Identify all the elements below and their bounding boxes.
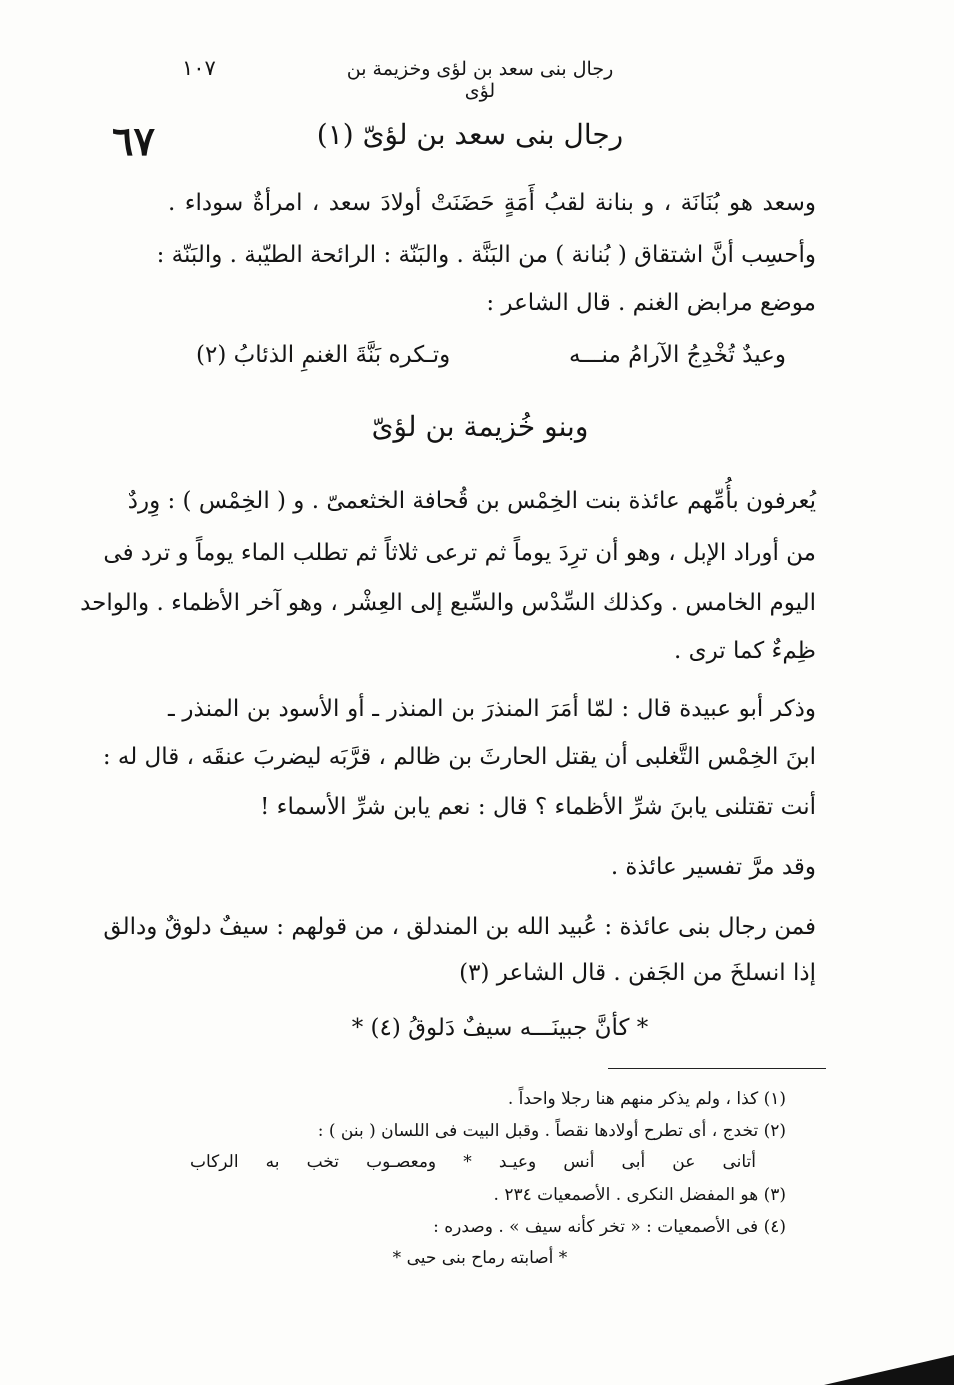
paragraph-line: وذكر أبو عبيدة قال : لمّا أمَرَ المنذرَ بن المنذر ـ أو الأسود بن المنذر ـ xyxy=(168,696,816,722)
paragraph-line: يُعرفون بأُمِّهم عائذة بنت الخِمْس بن قُحافة الخثعمىّ . و ( الخِمْس ) : وِردٌ xyxy=(127,488,816,514)
paragraph-line: وأحسِب أنَّ اشتقاق ( بُنانة ) من البَنَّة . والبَنّة : الرائحة الطيّبة . والبَنّة : xyxy=(156,242,816,268)
paragraph-line: موضع مرابض الغنم . قال الشاعر : xyxy=(486,290,816,316)
paragraph-line: وقد مرَّ تفسير عائذة . xyxy=(610,854,816,880)
section-heading: وبنو خُزيمة بن لؤىّ xyxy=(371,410,589,443)
running-head: رجال بنى سعد بن لؤى وخزيمة بن لؤى xyxy=(346,58,614,102)
paragraph-line: إذا انسلخَ من الجَفن . قال الشاعر (٣) xyxy=(459,960,816,986)
footnote: (٣) هو المفضل النكرى . الأصمعيات ٢٣٤ . xyxy=(493,1185,786,1205)
paragraph-line: وسعد هو بُنَانَة ، و بنانة لقبُ أَمَةٍ حَضَنَتْ أولادَ سعد ، امرأةٌ سوداء . xyxy=(168,190,816,216)
paragraph-line: من أوراد الإبل ، وهو أن ترِدَ يوماً ثم ترعى ثلاثاً ثم تطلب الماء يوماً و ترد فى xyxy=(103,540,816,566)
footnote-verse: * أصابته رماح بنى حيى * xyxy=(392,1248,568,1268)
paragraph-line: ابنَ الخِمْس التَّغلبى أن يقتل الحارثَ بن ظالم ، قرَّبَه ليضربَ عنقَه ، قال له : xyxy=(102,744,816,770)
verse-hemistich-first: وعيدٌ تُخْدِجُ الآرامُ منـــه xyxy=(569,342,786,368)
footnote: (٢) تخدج ، أى تطرح أولادها نقصاً . وقبل البيت فى اللسان ( بنن ) : xyxy=(317,1121,786,1141)
verse-line xyxy=(196,342,786,368)
footnote-divider xyxy=(608,1068,826,1069)
footnote: (٤) فى الأصمعيات : « تخر كأنه سيف » . وصدره : xyxy=(433,1217,786,1237)
section-number: ٦٧ xyxy=(112,118,155,165)
paragraph-line: فمن رجال بنى عائذة : عُبيد الله بن المندلق ، من قولهم : سيفٌ دلوقٌ ودالق xyxy=(103,914,816,940)
paragraph-line: أنت تقتلنى يابنَ شرِّ الأظماء ؟ قال : نعم يابن شرِّ الأسماء ! xyxy=(260,794,816,820)
verse-line: * كأنَّ جبينَـــه سيفٌ دَلوقُ (٤) * xyxy=(351,1015,649,1041)
page-number: ١٠٧ xyxy=(182,56,216,80)
verse-hemistich-second: وتـكره بَنَّةَ الغنمِ الذئابُ (٢) xyxy=(196,342,451,368)
paragraph-line: ظِمءٌ كما ترى . xyxy=(673,638,816,664)
paragraph-line: اليوم الخامس . وكذلك السِّدْس والسِّبع إلى العِشْر ، وهو آخر الأظماء . والواحد xyxy=(80,590,816,616)
chapter-heading: رجال بنى سعد بن لؤىّ (١) xyxy=(316,118,624,151)
footnote: (١) كذا ، ولم يذكر منهم هنا رجلا واحداً . xyxy=(507,1089,786,1109)
footnote-verse: أتانى عن أبى أنس وعيـد * ومعصـوب تخب به الركاب xyxy=(190,1152,756,1172)
scan-corner-artifact xyxy=(824,1355,954,1385)
